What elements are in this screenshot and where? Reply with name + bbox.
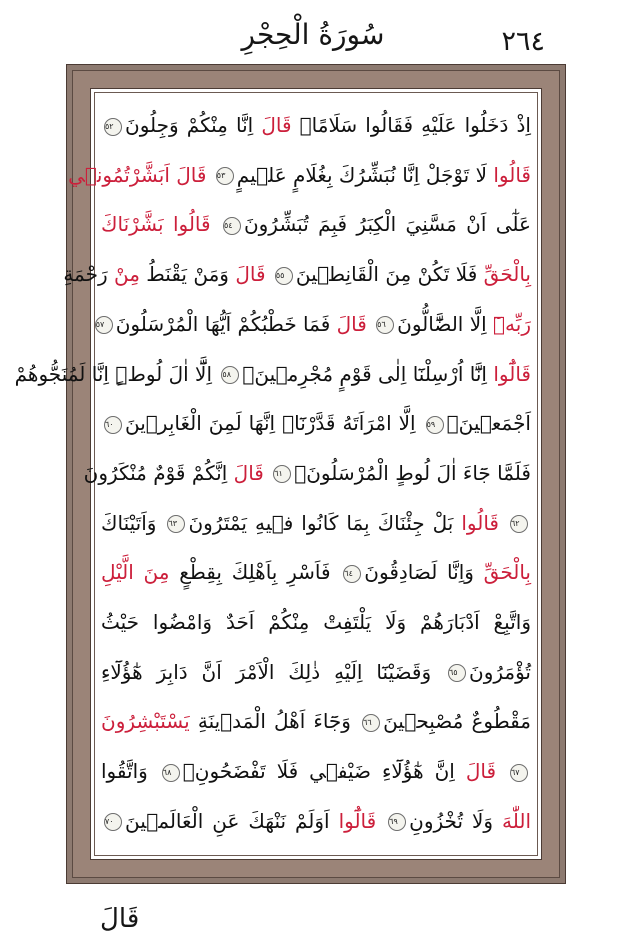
verse-segment: اِلَّٓا اٰلَ لُوطٍۜ اِنَّا لَمُنَجُّوهُمْ [14, 361, 219, 386]
highlighted-word: رَبِّهٖٓ [493, 311, 531, 336]
text-line [83, 453, 531, 497]
highlighted-word: قَالَ [465, 759, 507, 784]
highlighted-word: قَالَ [336, 311, 374, 336]
verse-segment: اَوَلَمْ نَنْهَكَ عَنِ الْعَالَمٖينَ [125, 808, 339, 833]
verse-segment: اِلَّا الضَّٓالُّونَ [397, 311, 494, 336]
text-panel [14, 88, 542, 860]
verse-segment: وَاِنَّا لَصَادِقُونَ [364, 560, 484, 585]
page-header [0, 16, 637, 66]
text-line [101, 503, 531, 547]
text-line [101, 204, 531, 248]
ayah-number-marker: ٥٩ [426, 416, 444, 434]
verse-segment: مَقْطُوعٌ مُصْبِحٖينَ [383, 709, 531, 734]
verse-segment: عَلٰٓى اَنْ مَسَّنِيَ الْكِبَرُ فَبِمَ تُبَشِّرُونَ [243, 212, 531, 237]
verse-segment: رَحْمَةِ [63, 262, 114, 287]
verse-segment: وَاتَّقُوا [101, 759, 159, 784]
frame-border [14, 70, 560, 878]
highlighted-word: قَالَ [235, 262, 272, 287]
ayah-number-marker: ٦١ [273, 465, 291, 483]
ayah-number-marker: ٦٤ [343, 565, 361, 583]
verse-text-block [14, 105, 531, 845]
text-line [14, 354, 531, 398]
ornamental-frame [14, 64, 566, 884]
ayah-number-marker: ٥٣ [216, 167, 234, 185]
verse-segment: بَلْ جِئْنَاكَ بِمَا كَانُوا فٖيهِ يَمْتَرُونَ [188, 510, 462, 535]
page-number: ٢٦٤ [501, 26, 545, 57]
verse-segment: وَاتَّبِعْ اَدْبَارَهُمْ وَلَا يَلْتَفِتْ مِنْكُمْ اَحَدٌ وَامْضُوا حَيْثُ [101, 610, 531, 635]
highlighted-word: اللّٰهَ [502, 808, 531, 833]
verse-segment: اِنَّكُمْ قَوْمٌ مُنْكَرُونَ [83, 460, 234, 485]
ayah-number-marker: ٦٨ [162, 764, 180, 782]
verse-segment: لَا تَوْجَلْ اِنَّا نُبَشِّرُكَ بِغُلَامٍ عَلٖيمٍ [236, 162, 494, 187]
verse-segment: اِنَّ هٰٓؤُلَٓاءِ ضَيْفٖي فَلَا تَفْضَحُونِۙ [182, 759, 466, 784]
ayah-number-marker: ٥٧ [95, 316, 113, 334]
verse-segment: اِنَّٓا اُرْسِلْنَٓا اِلٰى قَوْمٍ مُجْرِمٖينَۙ [242, 361, 494, 386]
text-line [101, 552, 531, 596]
ayah-number-marker: ٥٢ [104, 118, 122, 136]
highlighted-word: اَبَشَّرْتُمُونٖي [68, 162, 170, 187]
text-line [63, 254, 531, 298]
surah-title: سُورَةُ الْحِجْرِ [241, 18, 385, 51]
ayah-number-marker: ٥٥ [275, 267, 293, 285]
verse-segment: فَلَمَّا جَٓاءَ اٰلَ لُوطٍ الْمُرْسَلُونَۙ [294, 460, 531, 485]
ayah-number-marker: ٥٦ [376, 316, 394, 334]
highlighted-word: قَالُوا [461, 510, 507, 535]
ayah-number-marker: ٦٣ [167, 515, 185, 533]
text-line [101, 751, 531, 795]
ayah-number-marker: ٦٥ [448, 664, 466, 682]
ayah-number-marker: ٥٨ [221, 366, 239, 384]
ayah-number-marker: ٦٩ [388, 813, 406, 831]
verse-segment: وَقَضَيْنَٓا اِلَيْهِ ذٰلِكَ الْاَمْرَ اَنَّ دَابِرَ هٰٓؤُلَٓاءِ [101, 659, 445, 684]
verse-segment: وَلَا تُخْزُونِ [409, 808, 502, 833]
text-line [101, 403, 531, 447]
text-line [101, 701, 531, 745]
verse-segment: اِذْ دَخَلُوا عَلَيْهِ فَقَالُوا سَلَامًاۜ [291, 113, 531, 137]
highlighted-word: يَسْتَبْشِرُونَ [101, 709, 190, 734]
verse-segment: فَاَسْرِ بِاَهْلِكَ بِقِطْعٍ [169, 560, 341, 585]
text-line [68, 155, 531, 199]
highlighted-word: مِنْ [114, 262, 140, 287]
ayah-number-marker: ٧٠ [104, 813, 122, 831]
ayah-number-marker: ٥٤ [223, 217, 241, 235]
text-line [101, 105, 531, 149]
highlighted-word: قَالُوا بَشَّرْنَاكَ [101, 212, 220, 237]
highlighted-word: قَالَ [261, 113, 292, 137]
verse-segment: وَمَنْ يَقْنَطُ [139, 262, 236, 287]
verse-segment: اِنَّا مِنْكُمْ وَجِلُونَ [125, 113, 262, 137]
ayah-number-marker: ٦٢ [510, 515, 528, 533]
highlighted-word: قَالَ [176, 162, 213, 187]
highlighted-word: بِالْحَقِّ [483, 560, 531, 585]
text-line [101, 602, 531, 646]
highlighted-word: مِنَ الَّيْلِ [101, 560, 170, 585]
verse-segment: تُؤْمَرُونَ [469, 659, 531, 684]
highlighted-word: قَالَ [233, 460, 271, 485]
text-line [95, 304, 531, 348]
ayah-number-marker: ٦٦ [362, 714, 380, 732]
verse-segment: اَجْمَعٖينَۙ [446, 411, 531, 436]
highlighted-word: قَالُٓوا [338, 808, 386, 833]
catchword: قَالَ [100, 904, 140, 934]
highlighted-word: قَالُٓوا [493, 361, 531, 386]
verse-segment: فَلَا تَكُنْ مِنَ الْقَانِطٖينَ [295, 262, 484, 287]
ayah-number-marker: ٦٠ [104, 416, 122, 434]
text-line [101, 652, 531, 696]
verse-segment: فَمَا خَطْبُكُمْ اَيُّهَا الْمُرْسَلُونَ [115, 311, 337, 336]
text-line [101, 801, 531, 845]
verse-segment: وَجَٓاءَ اَهْلُ الْمَدٖينَةِ [189, 709, 360, 734]
highlighted-word: بِالْحَقِّ [483, 262, 531, 287]
highlighted-word: قَالُوا [493, 162, 531, 187]
verse-segment: اِلَّا امْرَاَتَهُ قَدَّرْنَٓاۙ اِنَّهَا لَمِنَ الْغَابِرٖينَ [125, 411, 423, 436]
ayah-number-marker: ٦٧ [510, 764, 528, 782]
verse-segment: وَاَتَيْنَاكَ [101, 510, 165, 535]
